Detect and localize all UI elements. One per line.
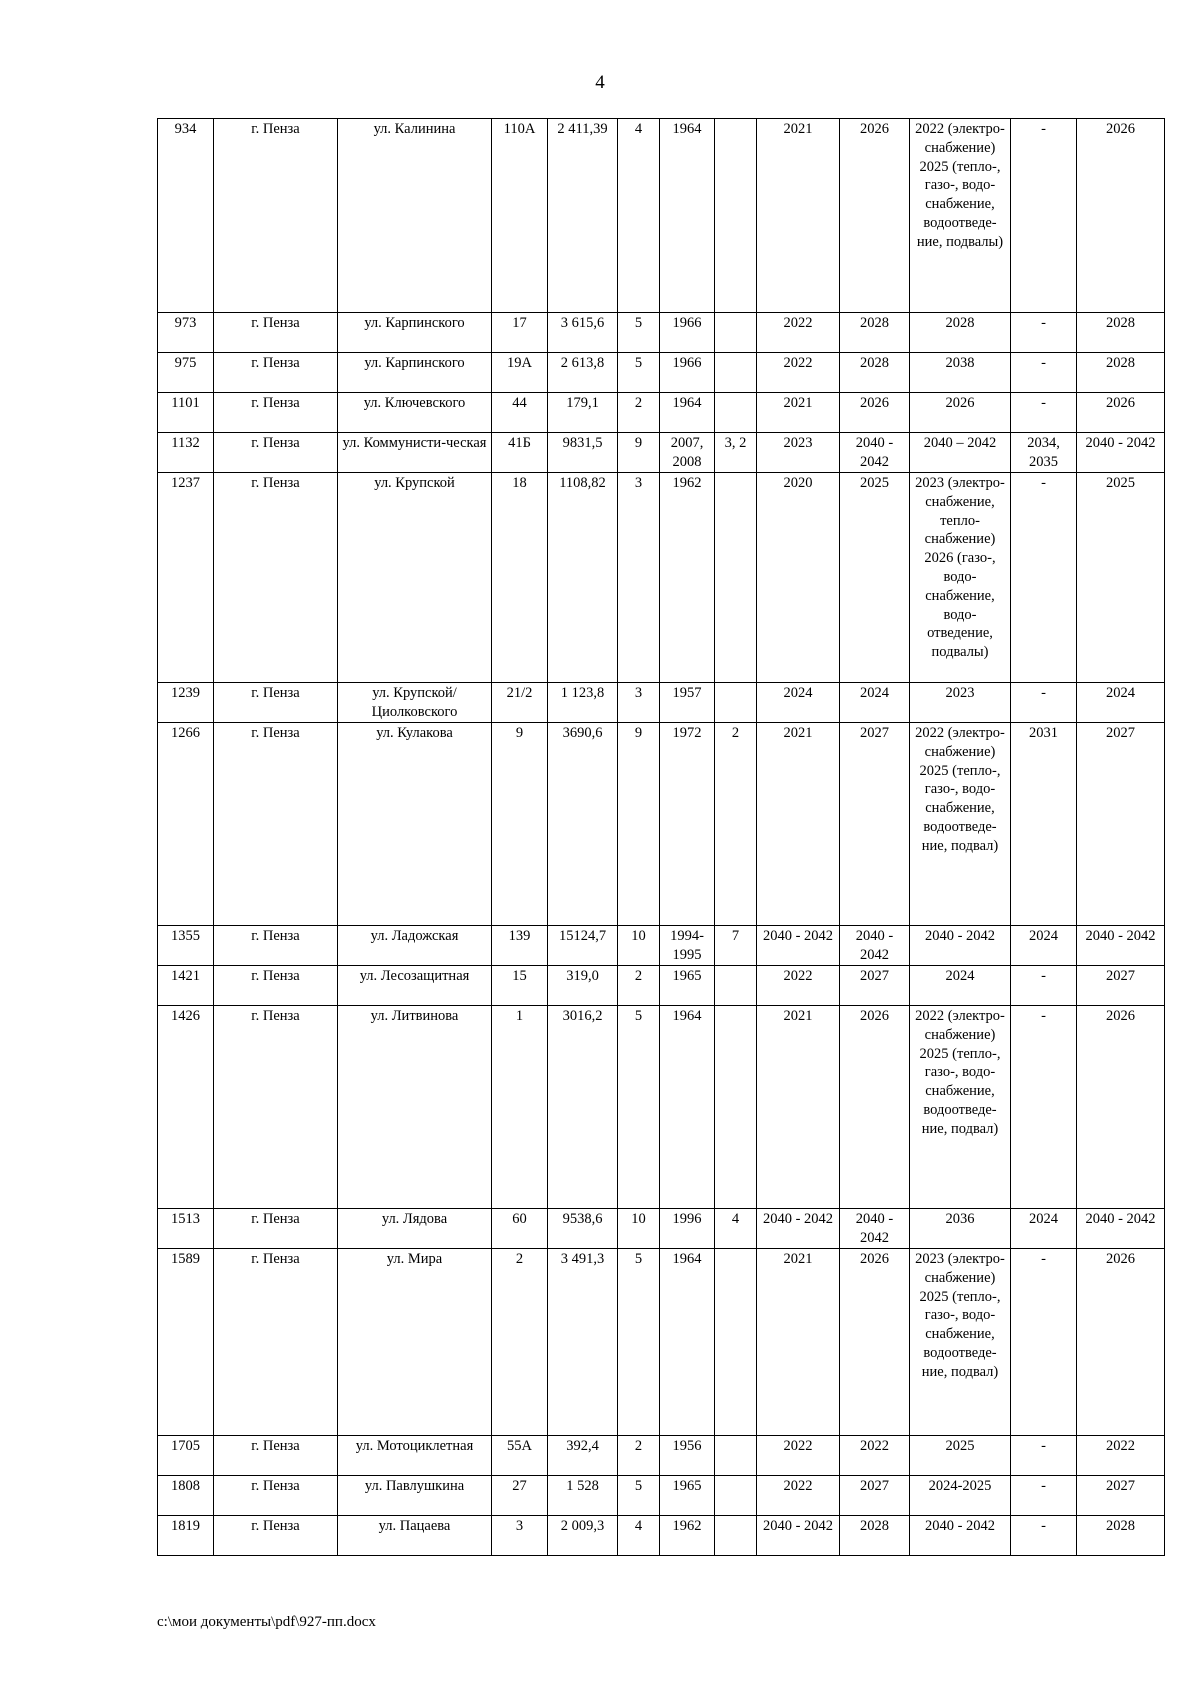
cell-deadline-a: 2022 xyxy=(757,1476,840,1516)
cell-deadline-c: 2023 (электро-снабжение) 2025 (тепло-, газо-, водо-снабжение, водоотведе-ние, подвал) xyxy=(910,1249,1011,1436)
cell-year-built: 1957 xyxy=(660,683,715,723)
cell-house-number: 18 xyxy=(492,473,548,683)
cell-floors: 5 xyxy=(618,313,660,353)
cell-deadline-a: 2021 xyxy=(757,119,840,313)
cell-deadline-c: 2024 xyxy=(910,966,1011,1006)
cell-street: ул. Карпинского xyxy=(338,353,492,393)
cell-deadline-d: 2034, 2035 xyxy=(1011,433,1077,473)
cell-deadline-a: 2022 xyxy=(757,966,840,1006)
cell-deadline-a: 2040 - 2042 xyxy=(757,1516,840,1556)
cell-house-number: 44 xyxy=(492,393,548,433)
cell-street: ул. Крупской/ Циолковского xyxy=(338,683,492,723)
cell-year-built: 1964 xyxy=(660,1249,715,1436)
cell-extra-col xyxy=(715,1516,757,1556)
cell-record-number: 1808 xyxy=(158,1476,214,1516)
cell-deadline-a: 2021 xyxy=(757,1249,840,1436)
cell-deadline-b: 2026 xyxy=(840,119,910,313)
cell-area: 2 411,39 xyxy=(548,119,618,313)
cell-deadline-d: - xyxy=(1011,683,1077,723)
cell-extra-col xyxy=(715,353,757,393)
cell-deadline-c: 2038 xyxy=(910,353,1011,393)
cell-deadline-b: 2027 xyxy=(840,966,910,1006)
cell-street: ул. Калинина xyxy=(338,119,492,313)
cell-area: 319,0 xyxy=(548,966,618,1006)
cell-street: ул. Коммунисти-ческая xyxy=(338,433,492,473)
cell-deadline-e: 2040 - 2042 xyxy=(1077,926,1165,966)
cell-street: ул. Лядова xyxy=(338,1209,492,1249)
cell-deadline-e: 2028 xyxy=(1077,353,1165,393)
cell-floors: 5 xyxy=(618,1006,660,1209)
cell-house-number: 3 xyxy=(492,1516,548,1556)
cell-record-number: 1426 xyxy=(158,1006,214,1209)
cell-house-number: 41Б xyxy=(492,433,548,473)
cell-extra-col xyxy=(715,1476,757,1516)
cell-house-number: 1 xyxy=(492,1006,548,1209)
cell-extra-col: 4 xyxy=(715,1209,757,1249)
cell-extra-col: 2 xyxy=(715,723,757,926)
cell-house-number: 19А xyxy=(492,353,548,393)
cell-area: 15124,7 xyxy=(548,926,618,966)
cell-extra-col xyxy=(715,966,757,1006)
cell-year-built: 1964 xyxy=(660,119,715,313)
cell-record-number: 973 xyxy=(158,313,214,353)
cell-street: ул. Мира xyxy=(338,1249,492,1436)
cell-record-number: 1421 xyxy=(158,966,214,1006)
cell-floors: 3 xyxy=(618,473,660,683)
cell-year-built: 1962 xyxy=(660,1516,715,1556)
cell-deadline-c: 2040 – 2042 xyxy=(910,433,1011,473)
cell-deadline-e: 2022 xyxy=(1077,1436,1165,1476)
cell-locality: г. Пенза xyxy=(214,1209,338,1249)
cell-deadline-d: - xyxy=(1011,1006,1077,1209)
cell-record-number: 1819 xyxy=(158,1516,214,1556)
cell-deadline-c: 2036 xyxy=(910,1209,1011,1249)
cell-extra-col xyxy=(715,119,757,313)
cell-deadline-b: 2026 xyxy=(840,1006,910,1209)
cell-area: 3 615,6 xyxy=(548,313,618,353)
cell-street: ул. Кулакова xyxy=(338,723,492,926)
cell-area: 1108,82 xyxy=(548,473,618,683)
cell-year-built: 1972 xyxy=(660,723,715,926)
cell-area: 9831,5 xyxy=(548,433,618,473)
cell-area: 392,4 xyxy=(548,1436,618,1476)
cell-house-number: 2 xyxy=(492,1249,548,1436)
cell-area: 179,1 xyxy=(548,393,618,433)
cell-record-number: 1239 xyxy=(158,683,214,723)
cell-area: 3 491,3 xyxy=(548,1249,618,1436)
cell-extra-col xyxy=(715,1436,757,1476)
cell-deadline-e: 2027 xyxy=(1077,1476,1165,1516)
cell-area: 1 123,8 xyxy=(548,683,618,723)
cell-deadline-e: 2026 xyxy=(1077,1006,1165,1209)
table-row xyxy=(158,1476,1165,1516)
cell-extra-col xyxy=(715,393,757,433)
cell-record-number: 1355 xyxy=(158,926,214,966)
cell-locality: г. Пенза xyxy=(214,1249,338,1436)
cell-locality: г. Пенза xyxy=(214,683,338,723)
cell-street: ул. Крупской xyxy=(338,473,492,683)
cell-record-number: 1101 xyxy=(158,393,214,433)
table-row xyxy=(158,1436,1165,1476)
cell-area: 2 613,8 xyxy=(548,353,618,393)
cell-floors: 9 xyxy=(618,433,660,473)
cell-deadline-e: 2025 xyxy=(1077,473,1165,683)
cell-year-built: 1994-1995 xyxy=(660,926,715,966)
cell-floors: 4 xyxy=(618,119,660,313)
cell-street: ул. Лесозащитная xyxy=(338,966,492,1006)
cell-record-number: 975 xyxy=(158,353,214,393)
cell-floors: 5 xyxy=(618,353,660,393)
cell-deadline-e: 2027 xyxy=(1077,723,1165,926)
table-row xyxy=(158,433,1165,473)
cell-floors: 2 xyxy=(618,393,660,433)
cell-deadline-c: 2022 (электро-снабжение) 2025 (тепло-, газо-, водо-снабжение, водоотведе-ние, подвал) xyxy=(910,723,1011,926)
cell-locality: г. Пенза xyxy=(214,119,338,313)
cell-deadline-a: 2022 xyxy=(757,1436,840,1476)
cell-locality: г. Пенза xyxy=(214,1436,338,1476)
cell-deadline-b: 2022 xyxy=(840,1436,910,1476)
cell-deadline-e: 2026 xyxy=(1077,393,1165,433)
cell-area: 3690,6 xyxy=(548,723,618,926)
cell-deadline-d: - xyxy=(1011,313,1077,353)
cell-deadline-c: 2024-2025 xyxy=(910,1476,1011,1516)
cell-house-number: 15 xyxy=(492,966,548,1006)
cell-record-number: 1513 xyxy=(158,1209,214,1249)
cell-deadline-c: 2023 (электро-снабжение, тепло-снабжение) 2026 (газо-, водо-снабжение, водо-отведение, подвалы) xyxy=(910,473,1011,683)
cell-house-number: 27 xyxy=(492,1476,548,1516)
housing-registry-table xyxy=(157,118,1165,1556)
cell-floors: 9 xyxy=(618,723,660,926)
cell-deadline-b: 2040 - 2042 xyxy=(840,1209,910,1249)
cell-year-built: 1962 xyxy=(660,473,715,683)
cell-street: ул. Литвинова xyxy=(338,1006,492,1209)
cell-floors: 10 xyxy=(618,1209,660,1249)
cell-deadline-e: 2040 - 2042 xyxy=(1077,1209,1165,1249)
cell-deadline-b: 2040 - 2042 xyxy=(840,926,910,966)
cell-extra-col xyxy=(715,683,757,723)
cell-extra-col xyxy=(715,313,757,353)
cell-floors: 5 xyxy=(618,1249,660,1436)
cell-locality: г. Пенза xyxy=(214,353,338,393)
cell-locality: г. Пенза xyxy=(214,1476,338,1516)
cell-floors: 3 xyxy=(618,683,660,723)
cell-floors: 2 xyxy=(618,1436,660,1476)
cell-deadline-c: 2026 xyxy=(910,393,1011,433)
cell-deadline-d: - xyxy=(1011,1476,1077,1516)
cell-deadline-c: 2040 - 2042 xyxy=(910,926,1011,966)
cell-deadline-d: - xyxy=(1011,393,1077,433)
cell-deadline-a: 2022 xyxy=(757,313,840,353)
cell-deadline-d: 2031 xyxy=(1011,723,1077,926)
table-row xyxy=(158,926,1165,966)
cell-deadline-d: 2024 xyxy=(1011,1209,1077,1249)
table-row xyxy=(158,473,1165,683)
cell-deadline-b: 2026 xyxy=(840,393,910,433)
cell-record-number: 1705 xyxy=(158,1436,214,1476)
cell-locality: г. Пенза xyxy=(214,723,338,926)
cell-deadline-d: - xyxy=(1011,1436,1077,1476)
cell-deadline-b: 2027 xyxy=(840,1476,910,1516)
cell-street: ул. Пацаева xyxy=(338,1516,492,1556)
cell-deadline-d: 2024 xyxy=(1011,926,1077,966)
cell-deadline-e: 2028 xyxy=(1077,1516,1165,1556)
cell-street: ул. Карпинского xyxy=(338,313,492,353)
cell-house-number: 60 xyxy=(492,1209,548,1249)
cell-locality: г. Пенза xyxy=(214,433,338,473)
cell-locality: г. Пенза xyxy=(214,926,338,966)
page-number: 4 xyxy=(595,72,605,93)
cell-deadline-a: 2022 xyxy=(757,353,840,393)
cell-deadline-a: 2021 xyxy=(757,393,840,433)
cell-year-built: 1964 xyxy=(660,1006,715,1209)
table-row xyxy=(158,353,1165,393)
cell-deadline-a: 2023 xyxy=(757,433,840,473)
cell-record-number: 1237 xyxy=(158,473,214,683)
cell-year-built: 1966 xyxy=(660,313,715,353)
cell-deadline-a: 2040 - 2042 xyxy=(757,1209,840,1249)
cell-street: ул. Ключевского xyxy=(338,393,492,433)
cell-deadline-d: - xyxy=(1011,1516,1077,1556)
table-row xyxy=(158,313,1165,353)
cell-deadline-b: 2040 - 2042 xyxy=(840,433,910,473)
cell-house-number: 17 xyxy=(492,313,548,353)
cell-deadline-a: 2021 xyxy=(757,1006,840,1209)
cell-deadline-b: 2028 xyxy=(840,313,910,353)
cell-house-number: 55А xyxy=(492,1436,548,1476)
table-row xyxy=(158,119,1165,313)
table-row xyxy=(158,966,1165,1006)
cell-deadline-a: 2040 - 2042 xyxy=(757,926,840,966)
cell-deadline-c: 2022 (электро-снабжение) 2025 (тепло-, газо-, водо-снабжение, водоотведе-ние, подвал) xyxy=(910,1006,1011,1209)
cell-deadline-a: 2021 xyxy=(757,723,840,926)
cell-year-built: 1966 xyxy=(660,353,715,393)
cell-extra-col xyxy=(715,1006,757,1209)
cell-locality: г. Пенза xyxy=(214,1516,338,1556)
cell-deadline-b: 2028 xyxy=(840,353,910,393)
cell-locality: г. Пенза xyxy=(214,313,338,353)
cell-extra-col: 7 xyxy=(715,926,757,966)
cell-year-built: 1965 xyxy=(660,966,715,1006)
cell-extra-col xyxy=(715,1249,757,1436)
cell-deadline-a: 2020 xyxy=(757,473,840,683)
cell-deadline-d: - xyxy=(1011,966,1077,1006)
cell-deadline-c: 2028 xyxy=(910,313,1011,353)
cell-deadline-b: 2025 xyxy=(840,473,910,683)
cell-record-number: 1589 xyxy=(158,1249,214,1436)
cell-deadline-c: 2040 - 2042 xyxy=(910,1516,1011,1556)
cell-floors: 2 xyxy=(618,966,660,1006)
cell-deadline-e: 2026 xyxy=(1077,119,1165,313)
cell-house-number: 9 xyxy=(492,723,548,926)
cell-deadline-b: 2024 xyxy=(840,683,910,723)
cell-locality: г. Пенза xyxy=(214,966,338,1006)
cell-locality: г. Пенза xyxy=(214,1006,338,1209)
cell-house-number: 139 xyxy=(492,926,548,966)
cell-deadline-d: - xyxy=(1011,353,1077,393)
cell-house-number: 21/2 xyxy=(492,683,548,723)
cell-floors: 4 xyxy=(618,1516,660,1556)
cell-extra-col xyxy=(715,473,757,683)
cell-year-built: 1965 xyxy=(660,1476,715,1516)
cell-street: ул. Ладожская xyxy=(338,926,492,966)
cell-deadline-b: 2026 xyxy=(840,1249,910,1436)
cell-house-number: 110А xyxy=(492,119,548,313)
document-file-path: c:\мои документы\pdf\927-пп.docx xyxy=(157,1614,376,1630)
cell-record-number: 934 xyxy=(158,119,214,313)
cell-deadline-b: 2027 xyxy=(840,723,910,926)
cell-deadline-d: - xyxy=(1011,473,1077,683)
cell-year-built: 2007, 2008 xyxy=(660,433,715,473)
cell-area: 9538,6 xyxy=(548,1209,618,1249)
table-row xyxy=(158,1006,1165,1209)
table-row xyxy=(158,393,1165,433)
cell-deadline-e: 2026 xyxy=(1077,1249,1165,1436)
cell-deadline-c: 2025 xyxy=(910,1436,1011,1476)
cell-area: 3016,2 xyxy=(548,1006,618,1209)
cell-area: 2 009,3 xyxy=(548,1516,618,1556)
cell-deadline-d: - xyxy=(1011,119,1077,313)
table-row xyxy=(158,723,1165,926)
table-row xyxy=(158,1249,1165,1436)
cell-deadline-c: 2022 (электро-снабжение) 2025 (тепло-, газо-, водо-снабжение, водоотведе-ние, подвалы) xyxy=(910,119,1011,313)
cell-floors: 5 xyxy=(618,1476,660,1516)
cell-deadline-a: 2024 xyxy=(757,683,840,723)
cell-year-built: 1996 xyxy=(660,1209,715,1249)
cell-floors: 10 xyxy=(618,926,660,966)
cell-deadline-d: - xyxy=(1011,1249,1077,1436)
cell-record-number: 1132 xyxy=(158,433,214,473)
cell-deadline-e: 2028 xyxy=(1077,313,1165,353)
cell-street: ул. Мотоциклетная xyxy=(338,1436,492,1476)
cell-year-built: 1956 xyxy=(660,1436,715,1476)
cell-deadline-b: 2028 xyxy=(840,1516,910,1556)
cell-extra-col: 3, 2 xyxy=(715,433,757,473)
cell-street: ул. Павлушкина xyxy=(338,1476,492,1516)
cell-deadline-e: 2040 - 2042 xyxy=(1077,433,1165,473)
cell-record-number: 1266 xyxy=(158,723,214,926)
table-row xyxy=(158,1516,1165,1556)
table-row xyxy=(158,1209,1165,1249)
cell-locality: г. Пенза xyxy=(214,473,338,683)
cell-year-built: 1964 xyxy=(660,393,715,433)
cell-area: 1 528 xyxy=(548,1476,618,1516)
cell-deadline-c: 2023 xyxy=(910,683,1011,723)
cell-deadline-e: 2027 xyxy=(1077,966,1165,1006)
table-row xyxy=(158,683,1165,723)
cell-locality: г. Пенза xyxy=(214,393,338,433)
cell-deadline-e: 2024 xyxy=(1077,683,1165,723)
